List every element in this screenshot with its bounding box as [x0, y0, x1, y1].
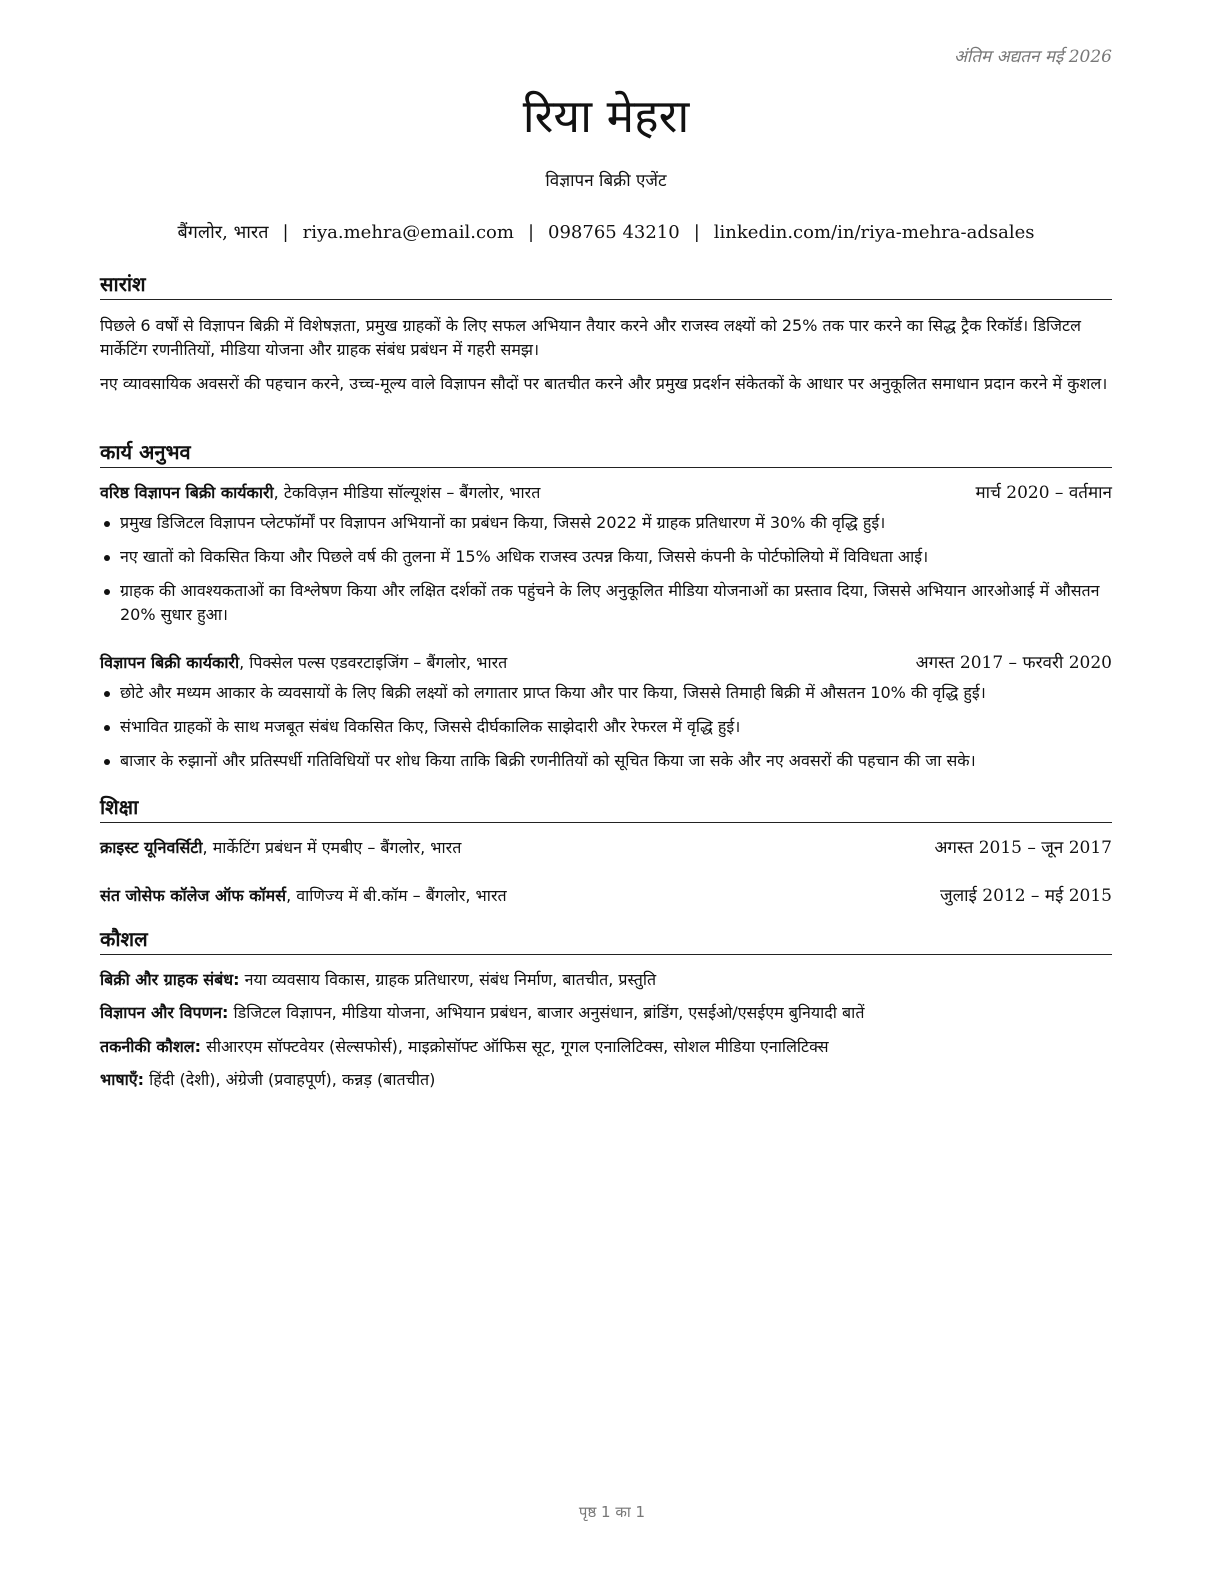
list-item: प्रमुख डिजिटल विज्ञापन प्लेटफॉर्मों पर विज्ञापन अभियानों का प्रबंधन किया, जिससे 2022 में ग्राहक प्रतिधारण में 30% की वृद्धि हुई। — [100, 511, 1112, 535]
job-dates: अगस्त 2017 – फरवरी 2020 — [915, 653, 1112, 673]
skill-value: नया व्यवसाय विकास, ग्राहक प्रतिधारण, संबंध निर्माण, बातचीत, प्रस्तुति — [239, 970, 657, 989]
summary-heading: सारांश — [100, 270, 1112, 300]
education-entry — [100, 836, 1112, 860]
education-entry — [100, 884, 1112, 908]
contact-linkedin[interactable]: linkedin.com/in/riya-mehra-adsales — [713, 222, 1035, 243]
skill-line — [100, 1035, 1112, 1059]
skill-line — [100, 1001, 1112, 1025]
list-item: संभावित ग्राहकों के साथ मजबूत संबंध विकसित किए, जिससे दीर्घकालिक साझेदारी और रेफरल में वृद्धि हुई। — [100, 715, 1112, 739]
skill-label: भाषाएँ: — [100, 1070, 145, 1089]
job-entry — [100, 481, 1112, 505]
skill-line — [100, 968, 1112, 992]
page-number: पृष्ठ 1 का 1 — [578, 1503, 646, 1521]
resume-page — [100, 0, 1112, 1584]
job-company: , टेकविज़न मीडिया सॉल्यूशंस – बैंगलोर, भारत — [273, 483, 541, 502]
education-details: , वाणिज्य में बी.कॉम – बैंगलोर, भारत — [286, 886, 507, 905]
candidate-name: रिया मेहरा — [522, 89, 690, 143]
job-entry — [100, 651, 1112, 675]
last-updated: अंतिम अद्यतन मई 2026 — [953, 47, 1112, 67]
job-company: , पिक्सेल पल्स एडवरटाइजिंग – बैंगलोर, भारत — [239, 653, 508, 672]
contact-separator: | — [693, 222, 700, 243]
contact-phone: 098765 43210 — [548, 222, 680, 243]
education-dates: जुलाई 2012 – मई 2015 — [939, 886, 1112, 906]
skill-value: हिंदी (देशी), अंग्रेजी (प्रवाहपूर्ण), कन्नड़ (बातचीत) — [144, 1070, 436, 1089]
skill-value: डिजिटल विज्ञापन, मीडिया योजना, अभियान प्रबंधन, बाजार अनुसंधान, ब्रांडिंग, एसईओ/एसईएम बुनियादी बातें — [228, 1003, 865, 1022]
summary-paragraph: पिछले 6 वर्षों से विज्ञापन बिक्री में विशेषज्ञता, प्रमुख ग्राहकों के लिए सफल अभियान तैयार करने और राजस्व लक्ष्यों को 25% तक पार करने का सिद्ध ट्रैक रिकॉर्ड। डिजिटल मार्केटिंग रणनीतियों, मीडिया योजना और ग्राहक संबंध प्रबंधन में गहरी समझ। — [100, 316, 1081, 359]
job-position: विज्ञापन बिक्री कार्यकारी — [100, 653, 240, 672]
education-details: , मार्केटिंग प्रबंधन में एमबीए – बैंगलोर, भारत — [202, 838, 462, 857]
summary-paragraph: नए व्यावसायिक अवसरों की पहचान करने, उच्च-मूल्य वाले विज्ञापन सौदों पर बातचीत करने और प्रमुख प्रदर्शन संकेतकों के आधार पर अनुकूलित समाधान प्रदान करने में कुशल। — [100, 374, 1108, 393]
contact-separator: | — [527, 222, 535, 243]
skill-value: सीआरएम सॉफ्टवेयर (सेल्सफोर्स), माइक्रोसॉफ्ट ऑफिस सूट, गूगल एनालिटिक्स, सोशल मीडिया एनालिटिक्स — [201, 1037, 829, 1056]
job-position: वरिष्ठ विज्ञापन बिक्री कार्यकारी — [100, 483, 274, 502]
skill-label: तकनीकी कौशल: — [100, 1037, 201, 1056]
contact-email[interactable]: riya.mehra@email.com — [302, 222, 514, 243]
education-heading: शिक्षा — [100, 793, 1112, 823]
skill-line — [100, 1068, 1112, 1092]
job-dates: मार्च 2020 – वर्तमान — [975, 483, 1112, 503]
list-item: ग्राहक की आवश्यकताओं का विश्लेषण किया और लक्षित दर्शकों तक पहुंचने के लिए अनुकूलित मीडिया योजनाओं का प्रस्ताव दिया, जिससे अभियान आरओआई में औसतन 20% सुधार हुआ। — [100, 579, 1112, 627]
job-bullets — [100, 511, 1112, 637]
education-institution: संत जोसेफ कॉलेज ऑफ कॉमर्स — [100, 886, 287, 905]
contact-separator: | — [282, 222, 289, 243]
candidate-role: विज्ञापन बिक्री एजेंट — [545, 171, 667, 191]
job-bullets — [100, 681, 1112, 783]
education-dates: अगस्त 2015 – जून 2017 — [934, 838, 1112, 858]
contact-location: बैंगलोर, भारत — [177, 222, 269, 243]
list-item: नए खातों को विकसित किया और पिछले वर्ष की तुलना में 15% अधिक राजस्व उत्पन्न किया, जिससे कंपनी के पोर्टफोलियो में विविधता आई। — [100, 545, 1112, 569]
contact-line — [100, 220, 1112, 244]
skills-heading: कौशल — [100, 925, 1112, 955]
education-institution: क्राइस्ट यूनिवर्सिटी — [100, 838, 203, 857]
experience-heading: कार्य अनुभव — [100, 438, 1112, 468]
skill-label: विज्ञापन और विपणन: — [100, 1003, 229, 1022]
list-item: बाजार के रुझानों और प्रतिस्पर्धी गतिविधियों पर शोध किया ताकि बिक्री रणनीतियों को सूचित किया जा सके और नए अवसरों की पहचान की जा सके। — [100, 749, 1112, 773]
list-item: छोटे और मध्यम आकार के व्यवसायों के लिए बिक्री लक्ष्यों को लगातार प्राप्त किया और पार किया, जिससे तिमाही बिक्री में औसतन 10% की वृद्धि हुई। — [100, 681, 1112, 705]
skill-label: बिक्री और ग्राहक संबंध: — [100, 970, 240, 989]
